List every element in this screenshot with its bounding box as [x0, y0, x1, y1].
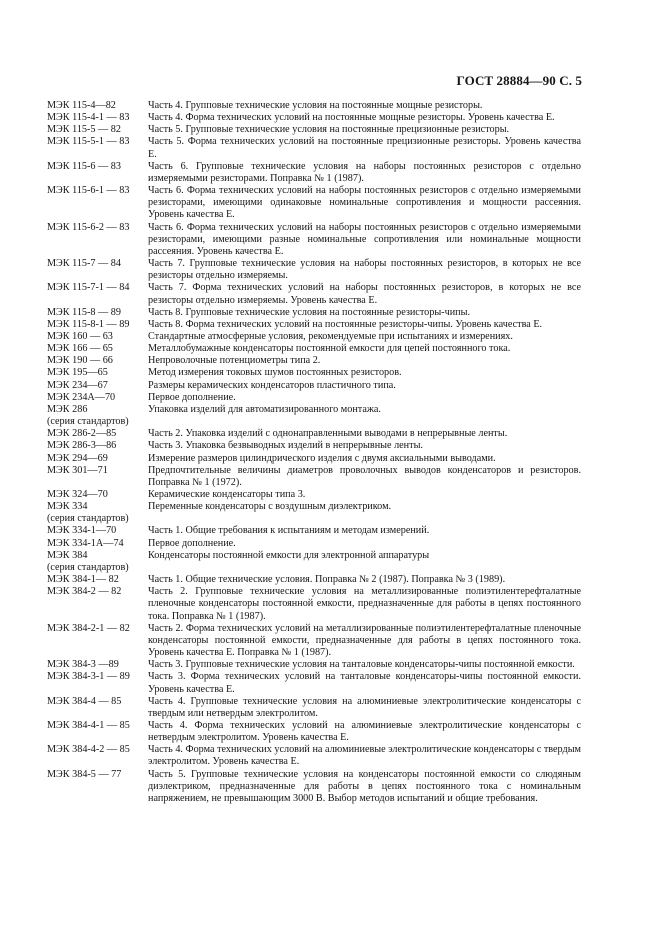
standard-description: Часть 3. Форма технических условий на танталовые конденсаторы-чипы постоянной емкости. Уровень качества Е.	[148, 671, 581, 695]
standard-entry	[47, 513, 581, 525]
standard-entry	[47, 367, 581, 379]
standard-description: Часть 5. Групповые технические условия на постоянные прецизионные резисторы.	[148, 124, 510, 136]
standard-entry	[47, 453, 581, 465]
standard-description: Конденсаторы постоянной емкости для электронной аппаратуры	[148, 549, 430, 561]
standard-code: МЭК 324—70	[47, 489, 108, 500]
standard-description: Часть 6. Форма технических условий на наборы постоянных резисторов с отдельно измеряемыми резисторами, имеющими разные номинальные сопротивления или номинальные мощности рассеяния. Уровень качества Е.	[148, 221, 581, 257]
standard-code: МЭК 334-1—70	[47, 525, 117, 537]
standard-entry	[47, 538, 581, 550]
standard-code: (серия стандартов)	[47, 561, 129, 573]
standard-entry	[47, 525, 581, 537]
standard-description: Размеры керамических конденсаторов пластичного типа.	[148, 379, 396, 391]
standard-code: (серия стандартов)	[47, 513, 129, 525]
standard-code: МЭК 115-4-1 — 83	[47, 112, 130, 124]
standard-code: МЭК 286-2—85	[47, 428, 117, 440]
standard-description: Часть 8. Групповые технические условия на постоянные резисторы-чипы.	[148, 306, 470, 318]
standard-entry	[47, 550, 581, 562]
standard-entry	[47, 355, 581, 367]
standard-code: МЭК 384-4-1 — 85	[47, 719, 130, 731]
standard-entry	[47, 428, 581, 440]
standard-description	[148, 562, 581, 574]
standard-entry	[47, 586, 581, 622]
standard-code: МЭК 115-5 — 82	[47, 124, 121, 136]
standard-code: МЭК 384-2 — 82	[47, 586, 122, 598]
standard-entry	[47, 404, 581, 416]
standard-entry	[47, 331, 581, 343]
standard-entry	[47, 744, 581, 768]
standard-description: Часть 3. Групповые технические условия на танталовые конденсаторы-чипы постоянной емкости.	[148, 659, 575, 671]
standard-description	[148, 513, 581, 525]
standard-code: МЭК 115-8 — 89	[47, 306, 121, 318]
standard-entry	[47, 671, 581, 695]
standard-description: Часть 2. Форма технических условий на металлизированные полиэтилентерефталатные пленочные конденсаторы постоянной емкости, предназначенные для работы в цепях постоянного тока. Уровень качества Е. Поправка № 1 (1987).	[148, 622, 581, 659]
page-header: ГОСТ 28884—90 С. 5	[456, 73, 582, 88]
standard-code: МЭК 286	[47, 403, 88, 415]
standard-description: Часть 7. Форма технических условий на наборы постоянных резисторов, в которых не все резисторы отдельно измеряемы. Уровень качества Е.	[148, 282, 581, 306]
standard-code: МЭК 115-8-1 — 89	[47, 318, 130, 330]
standard-code: МЭК 384-5 — 77	[47, 768, 122, 780]
standard-code: МЭК 301—71	[47, 464, 108, 476]
standard-description: Переменные конденсаторы с воздушным диэлектриком.	[148, 501, 392, 513]
standard-description: Часть 4. Групповые технические условия на алюминиевые электролитические конденсаторы с твердым или нетвердым электролитом.	[148, 695, 581, 719]
standard-entry	[47, 623, 581, 659]
standard-entry	[47, 282, 581, 306]
standard-entry	[47, 416, 581, 428]
standard-code: МЭК 384-2-1 — 82	[47, 622, 130, 634]
standard-code: МЭК 384-1— 82	[47, 574, 119, 586]
standard-entry	[47, 574, 581, 586]
standard-entry	[47, 562, 581, 574]
standard-description: Керамические конденсаторы типа 3.	[148, 489, 306, 500]
standard-code: МЭК 294—69	[47, 452, 108, 464]
standard-entry	[47, 222, 581, 258]
standard-entry	[47, 380, 581, 392]
standard-entry	[47, 440, 581, 452]
standard-code: МЭК 160 — 63	[47, 330, 113, 342]
standard-code: (серия стандартов)	[47, 416, 129, 428]
standard-description: Часть 4. Групповые технические условия на постоянные мощные резисторы.	[148, 100, 483, 111]
standard-description: Часть 7. Групповые технические условия на наборы постоянных резисторов, в которых не все резисторы отдельно измеряемы.	[148, 258, 581, 282]
standard-entry	[47, 307, 581, 319]
standard-entry	[47, 112, 581, 124]
standard-entry	[47, 392, 581, 404]
standard-code: МЭК 115-4—82	[47, 100, 116, 111]
standard-entry	[47, 720, 581, 744]
standard-code: МЭК 234А—70	[47, 391, 116, 403]
standard-description: Часть 6. Форма технических условий на наборы постоянных резисторов с отдельно измеряемыми резисторами, имеющими одинаковые номинальные сопротивления и мощности рассеяния. Уровень качества Е.	[148, 185, 581, 221]
standard-description: Упаковка изделий для автоматизированного монтажа.	[148, 403, 381, 415]
standard-description: Метод измерения токовых шумов постоянных резисторов.	[148, 367, 402, 379]
standard-description: Часть 5. Форма технических условий на постоянные прецизионные резисторы. Уровень качества Е.	[148, 136, 581, 160]
standard-description: Часть 2. Групповые технические условия на металлизированные полиэтилентерефталатные пленочные конденсаторы постоянной емкости, предназначенные для работы в цепях постоянного тока. Поправка № 1 (1987).	[148, 586, 581, 622]
standard-description: Непроволочные потенциометры типа 2.	[148, 355, 321, 367]
standard-description: Часть 2. Упаковка изделий с однонаправленными выводами в непрерывные ленты.	[148, 428, 508, 440]
standard-entry	[47, 489, 581, 501]
standard-code: МЭК 166 — 65	[47, 343, 113, 355]
standard-code: МЭК 384-4-2 — 85	[47, 744, 130, 756]
standard-code: МЭК 115-6-1 — 83	[47, 185, 130, 197]
standard-description: Часть 4. Форма технических условий на постоянные мощные резисторы. Уровень качества Е.	[148, 112, 555, 124]
standard-description: Часть 4. Форма технических условий на алюминиевые электролитические конденсаторы с нетвердым электролитом. Уровень качества Е.	[148, 719, 581, 744]
standard-entry	[47, 501, 581, 513]
standard-description: Стандартные атмосферные условия, рекомендуемые при испытаниях и измерениях.	[148, 330, 513, 342]
standard-description: Предпочтительные величины диаметров проволочных выводов конденсаторов и резисторов. Поправка № 1 (1972).	[148, 464, 581, 488]
standard-code: МЭК 384	[47, 549, 88, 561]
standard-description: Первое дополнение.	[148, 391, 236, 403]
standard-description: Часть 6. Групповые технические условия на наборы постоянных резисторов с отдельно измеряемыми резисторами. Поправка № 1 (1987).	[148, 160, 581, 184]
standard-description: Первое дополнение.	[148, 537, 236, 549]
standard-entry	[47, 769, 581, 805]
standard-description: Часть 8. Форма технических условий на постоянные резисторы-чипы. Уровень качества Е.	[148, 318, 543, 330]
standard-code: МЭК 384-3-1 — 89	[47, 671, 130, 683]
standard-description: Часть 1. Общие требования к испытаниям и методам измерений.	[148, 525, 430, 537]
standard-entry	[47, 319, 581, 331]
standard-entry	[47, 465, 581, 489]
standard-description: Часть 3. Упаковка безвыводных изделий в непрерывные ленты.	[148, 440, 423, 452]
standard-entry	[47, 136, 581, 160]
standard-code: МЭК 115-6 — 83	[47, 160, 121, 172]
standard-entry	[47, 185, 581, 221]
standard-description: Измерение размеров цилиндрического изделия с двумя аксиальными выводами.	[148, 452, 496, 464]
standard-code: МЭК 234—67	[47, 379, 108, 391]
standard-code: МЭК 334	[47, 501, 88, 513]
standard-code: МЭК 195—65	[47, 367, 108, 379]
standard-description: Металлобумажные конденсаторы постоянной емкости для цепей постоянного тока.	[148, 343, 511, 355]
standard-entry	[47, 100, 581, 112]
standard-description: Часть 4. Форма технических условий на алюминиевые электролитические конденсаторы с твердым электролитом. Уровень качества Е.	[148, 744, 581, 768]
standard-entry	[47, 696, 581, 720]
standard-code: МЭК 190 — 66	[47, 355, 113, 367]
standard-code: МЭК 115-6-2 — 83	[47, 221, 130, 233]
standard-description: Часть 5. Групповые технические условия на конденсаторы постоянной емкости со слюдяным диэлектриком, предназначенные для работы в цепях постоянного тока с номинальным напряжением, не превышающим 3000 В. Выбор методов испытаний и общие требования.	[148, 768, 581, 804]
standards-list	[47, 100, 581, 805]
standard-entry	[47, 161, 581, 185]
standard-code: МЭК 334-1А—74	[47, 537, 124, 549]
standard-entry	[47, 343, 581, 355]
standard-description	[148, 416, 581, 428]
standard-code: МЭК 384-3 —89	[47, 659, 119, 671]
standard-description: Часть 1. Общие технические условия. Поправка № 2 (1987). Поправка № 3 (1989).	[148, 574, 506, 586]
standard-code: МЭК 286-3—86	[47, 440, 117, 452]
standard-code: МЭК 115-7-1 — 84	[47, 282, 130, 294]
standard-entry	[47, 258, 581, 282]
standard-entry	[47, 659, 581, 671]
standard-code: МЭК 115-5-1 — 83	[47, 136, 130, 148]
standard-code: МЭК 115-7 — 84	[47, 258, 121, 270]
standard-code: МЭК 384-4 — 85	[47, 695, 122, 707]
standard-entry	[47, 124, 581, 136]
